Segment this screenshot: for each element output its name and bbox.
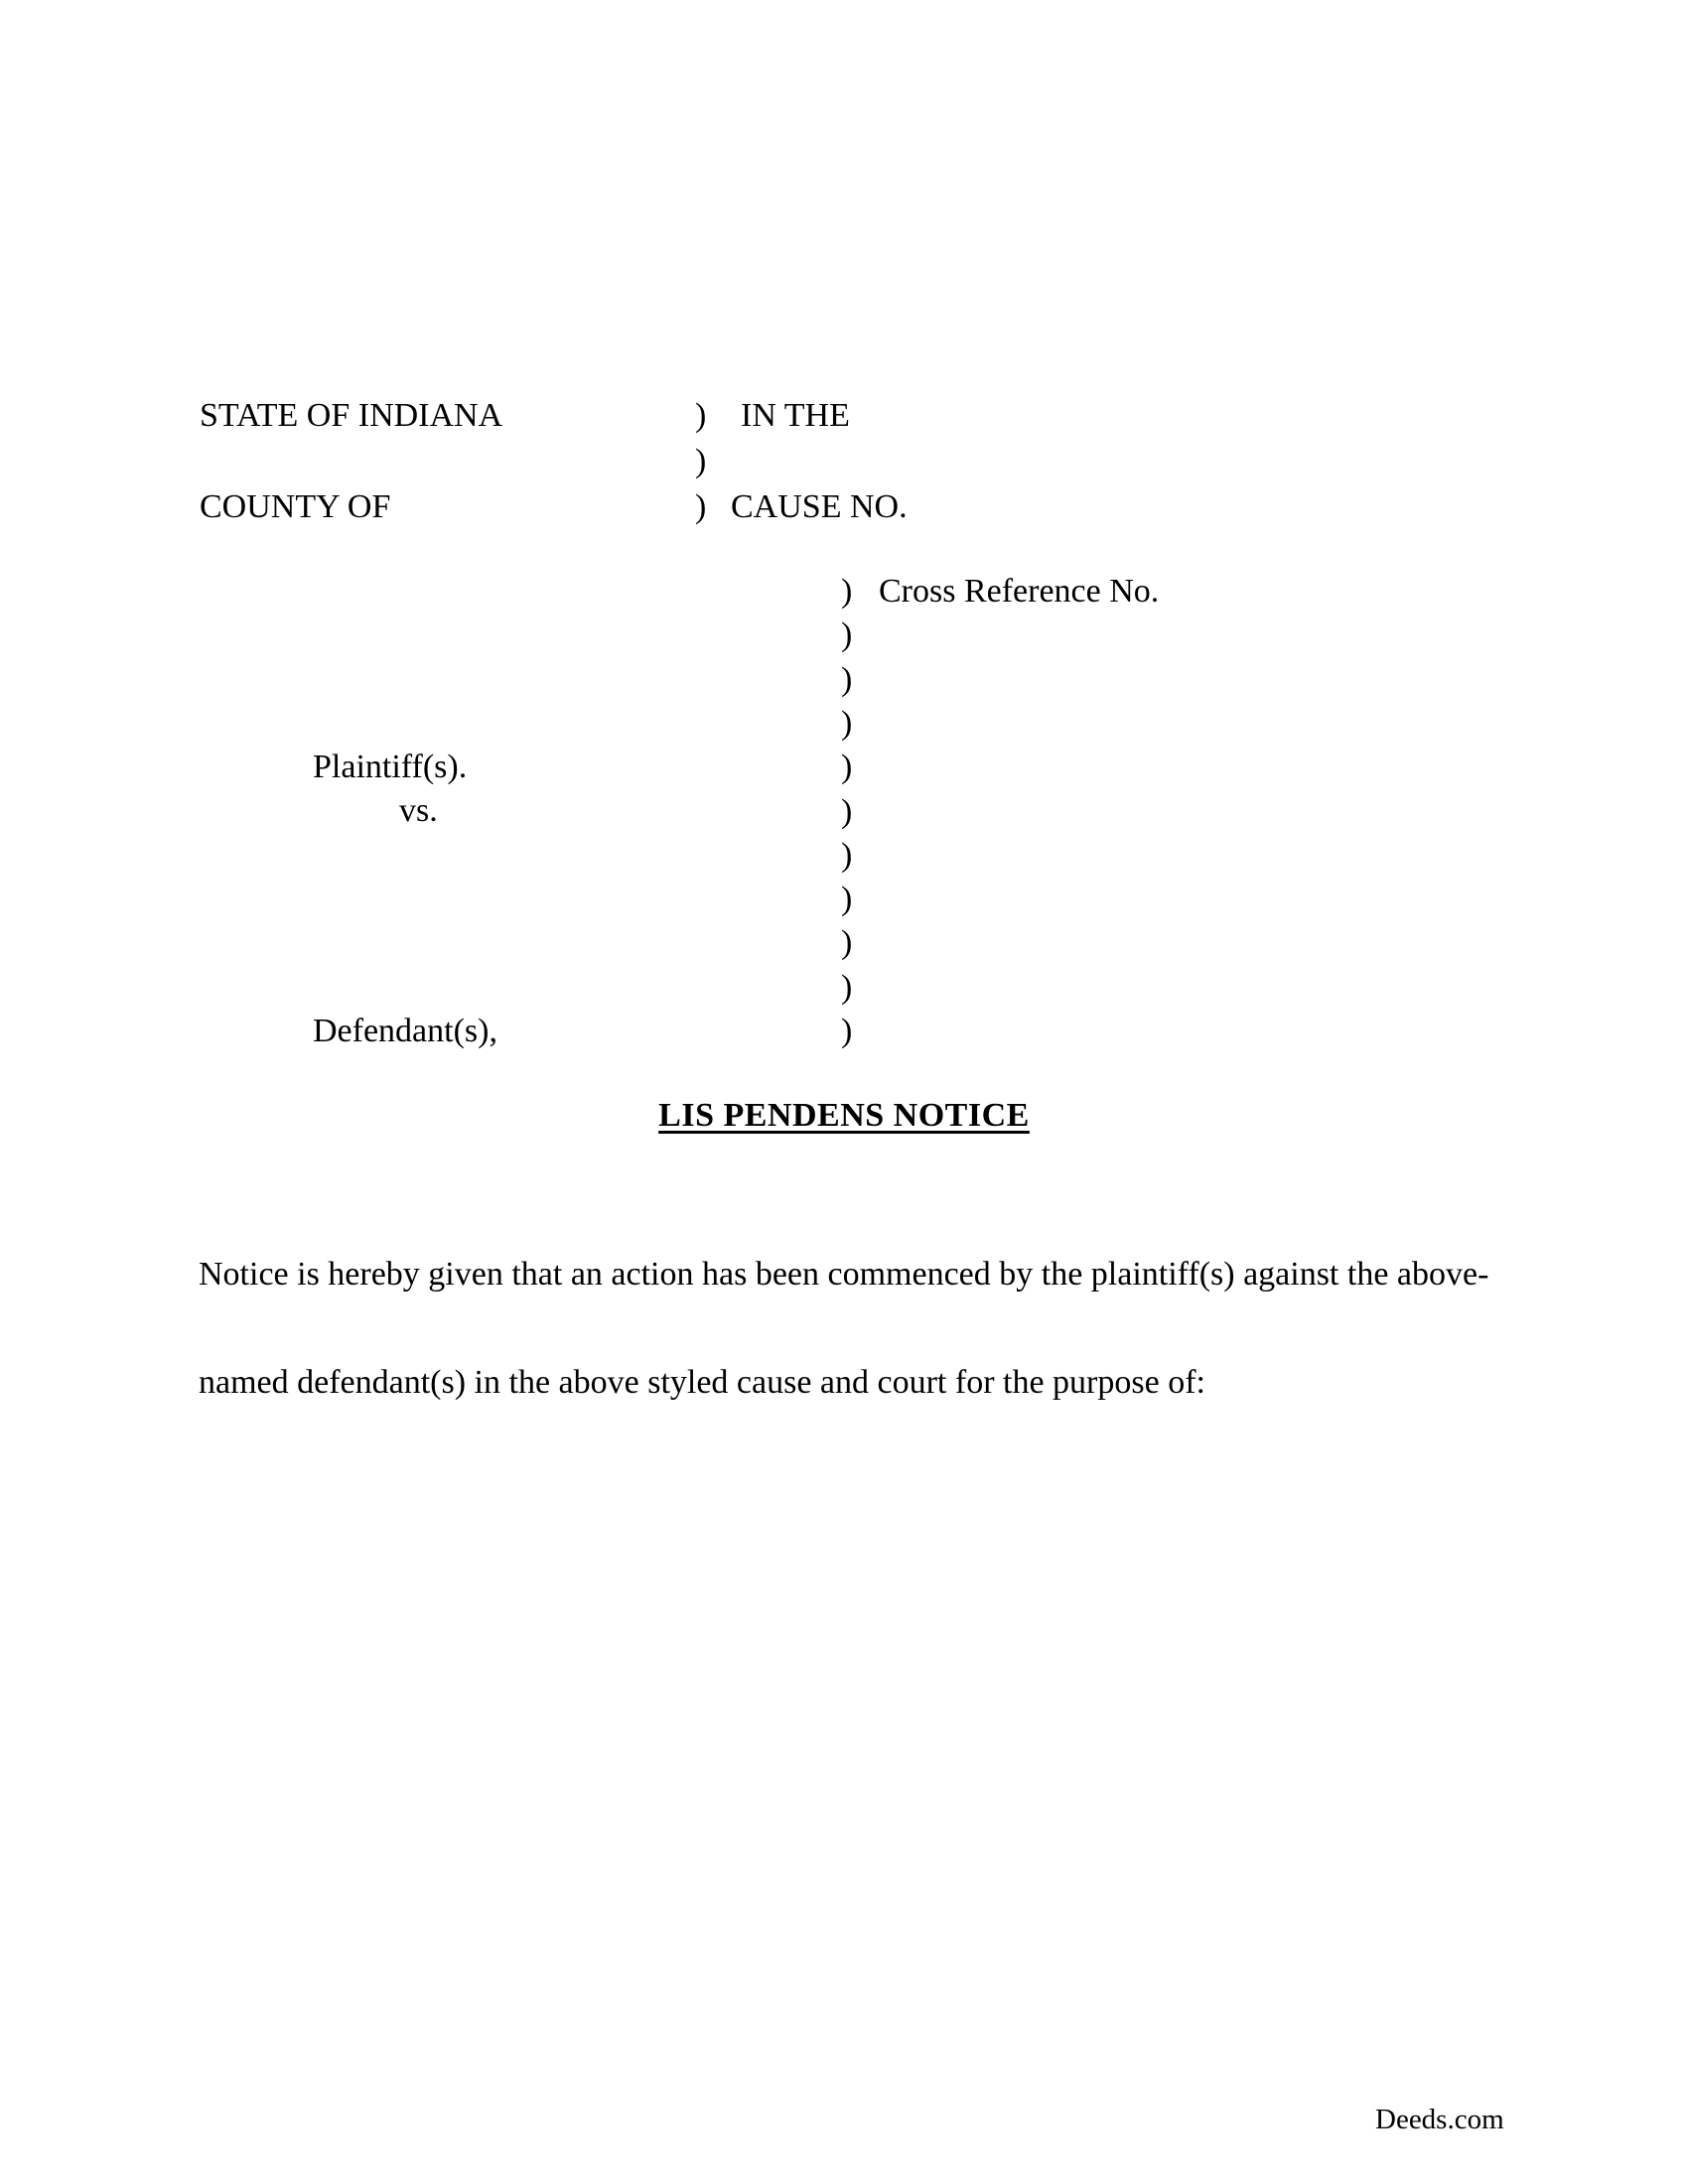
- header-paren-2: ): [695, 443, 707, 479]
- cross-reference-label: Cross Reference No.: [879, 573, 1160, 610]
- county-label: COUNTY OF: [200, 488, 391, 525]
- header-paren-1: ): [695, 397, 707, 434]
- caption-paren-3: ): [841, 661, 853, 698]
- caption-paren-7: ): [841, 837, 853, 874]
- caption-paren-5: ): [841, 749, 853, 785]
- cause-no-label: CAUSE NO.: [731, 488, 908, 525]
- header-paren-3: ): [695, 488, 707, 525]
- watermark-text: Deeds.com: [1375, 2104, 1504, 2135]
- caption-paren-1: ): [841, 573, 853, 610]
- notice-paragraph-line2: named defendant(s) in the above styled cause and court for the purpose of:: [199, 1364, 1205, 1401]
- vs-label: vs.: [399, 792, 438, 829]
- caption-paren-6: ): [841, 793, 853, 830]
- caption-paren-2: ): [841, 616, 853, 653]
- caption-paren-11: ): [841, 1013, 853, 1049]
- defendant-label: Defendant(s),: [313, 1013, 497, 1049]
- caption-paren-8: ): [841, 881, 853, 917]
- caption-paren-9: ): [841, 924, 853, 961]
- document-title: LIS PENDENS NOTICE: [658, 1097, 1030, 1134]
- caption-paren-4: ): [841, 705, 853, 742]
- court-label: IN THE: [741, 397, 850, 434]
- notice-paragraph-line1: Notice is hereby given that an action has been commenced by the plaintiff(s) against the above-: [199, 1256, 1489, 1293]
- caption-paren-10: ): [841, 969, 853, 1006]
- plaintiff-label: Plaintiff(s).: [313, 749, 468, 785]
- state-label: STATE OF INDIANA: [200, 397, 503, 434]
- notice-paragraph: [199, 1186, 1488, 1470]
